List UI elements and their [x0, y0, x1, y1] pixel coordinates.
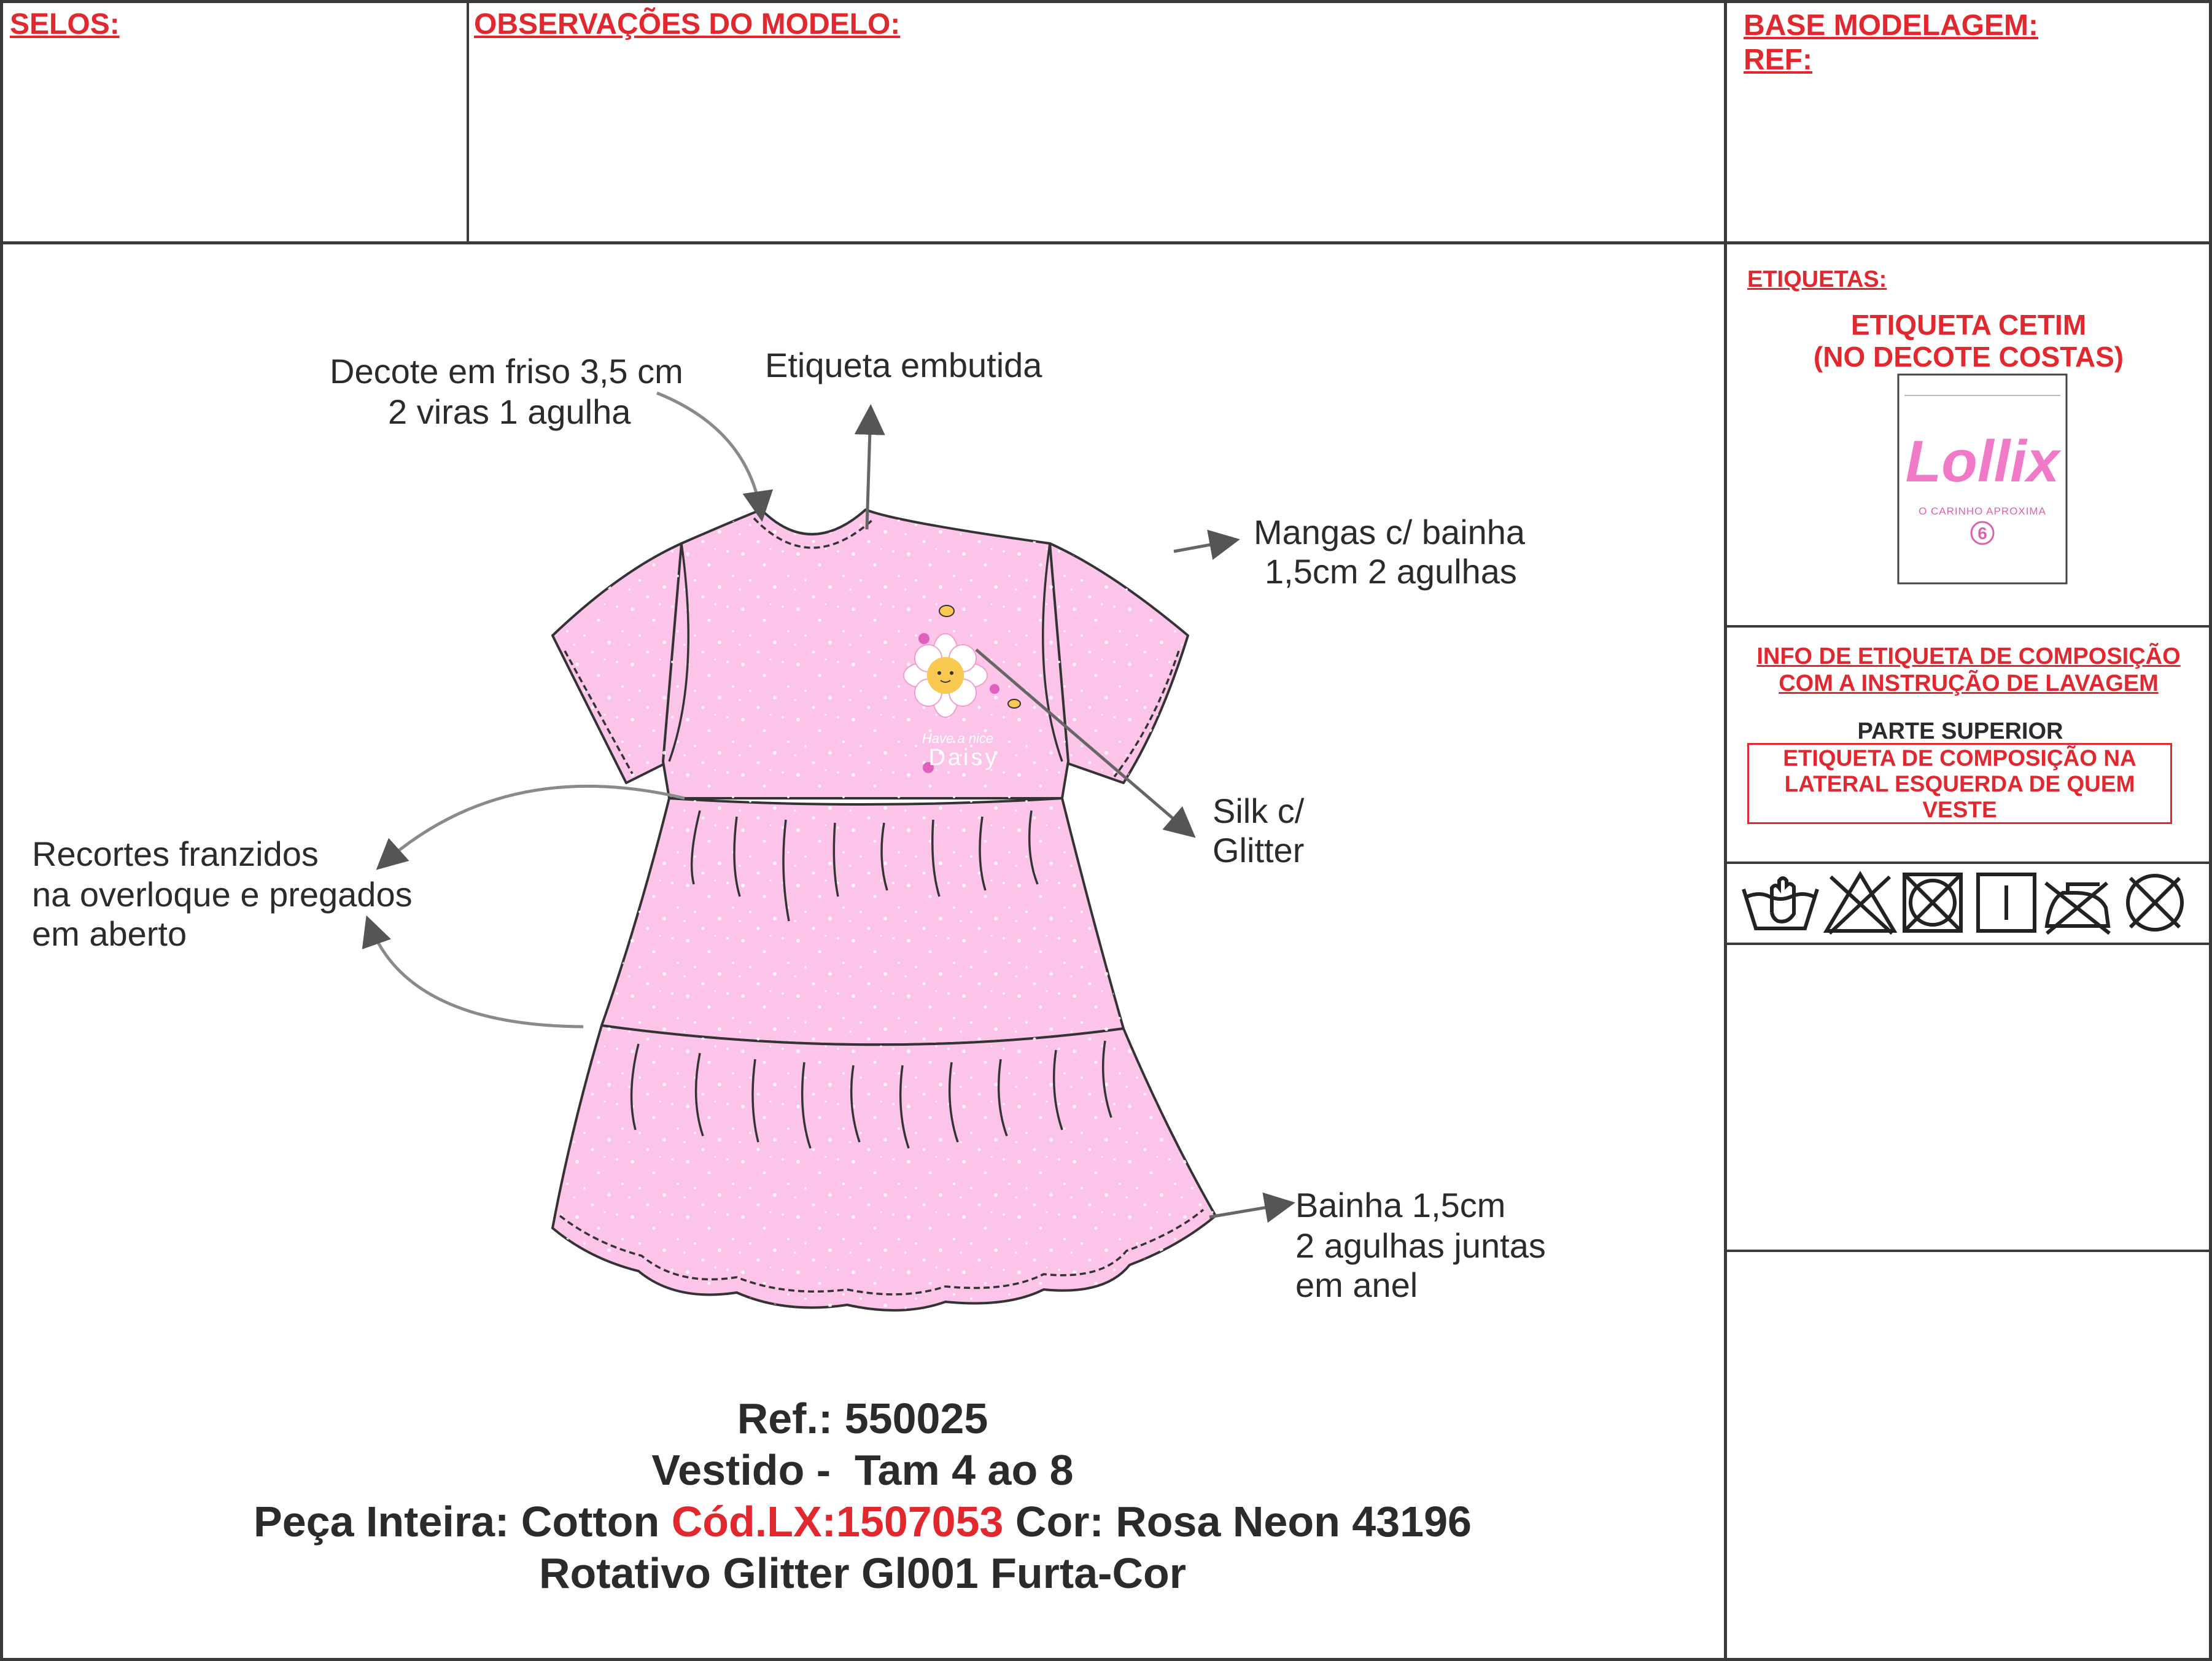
mangas-arrow [1174, 540, 1234, 551]
bainha-arrow [1209, 1204, 1289, 1217]
decote-arrow [657, 393, 761, 516]
recortes-arrow-upper [381, 786, 685, 866]
silk-note-line2: Glitter [1213, 831, 1305, 869]
product-fabric [0, 1496, 1725, 1547]
info-composicao-line1: INFO DE ETIQUETA DE COMPOSIÇÃO [1756, 644, 2181, 669]
recortes-note-line3: em aberto [32, 914, 187, 953]
bainha-note-line1: Bainha 1,5cm [1295, 1186, 1506, 1224]
composicao-line3: VESTE [1922, 797, 1997, 822]
etiqueta-cetim-line2: (NO DECOTE COSTAS) [1813, 341, 2124, 373]
base-modelagem-heading: BASE MODELAGEM: [1744, 9, 2038, 42]
mangas-note-line2: 1,5cm 2 agulhas [1265, 552, 1517, 591]
bainha-note-line2: 2 agulhas juntas [1295, 1226, 1546, 1265]
etiqueta-arrow [867, 410, 871, 529]
product-name: Vestido - Tam 4 ao 8 [651, 1446, 1074, 1494]
label-brand: Lollix [1905, 429, 2060, 494]
decote-note-line2: 2 viras 1 agulha [388, 392, 631, 431]
label-size: 6 [1977, 524, 1987, 543]
info-composicao-line2: COM A INSTRUÇÃO DE LAVAGEM [1779, 671, 2159, 696]
mangas-note-line1: Mangas c/ bainha [1254, 513, 1526, 551]
recortes-arrow-lower [368, 921, 583, 1027]
print-line2: Daisy [928, 745, 999, 771]
silk-note-line1: Silk c/ [1213, 792, 1305, 830]
etiquetas-heading: ETIQUETAS: [1747, 266, 1887, 292]
label-tagline: O CARINHO APROXIMA [1919, 505, 2046, 517]
fabric-suffix: Cor: Rosa Neon 43196 [1003, 1498, 1472, 1546]
fabric-prefix: Peça Inteira: Cotton [254, 1498, 672, 1546]
etiqueta-note: Etiqueta embutida [765, 346, 1042, 384]
recortes-note-line1: Recortes franzidos [32, 834, 319, 873]
parte-superior: PARTE SUPERIOR [1857, 718, 2063, 744]
recortes-note-line2: na overloque e pregados [32, 875, 413, 914]
observacoes-heading: OBSERVAÇÕES DO MODELO: [474, 8, 901, 41]
bainha-note-line3: em anel [1295, 1266, 1418, 1304]
product-ref: Ref.: 550025 [737, 1395, 988, 1442]
silk-arrow [976, 650, 1191, 834]
product-finish: Rotativo Glitter Gl001 Furta-Cor [538, 1549, 1187, 1597]
decote-note-line1: Decote em friso 3,5 cm [330, 352, 683, 391]
etiqueta-cetim-line1: ETIQUETA CETIM [1850, 309, 2087, 341]
fabric-code: Cód.LX:1507053 [671, 1498, 1004, 1546]
ref-heading: REF: [1744, 44, 1812, 76]
composicao-line1: ETIQUETA DE COMPOSIÇÃO NA [1783, 745, 2136, 771]
selos-heading: SELOS: [10, 8, 120, 41]
composicao-line2: LATERAL ESQUERDA DE QUEM [1784, 771, 2135, 796]
print-line1: Have a nice [922, 731, 994, 746]
